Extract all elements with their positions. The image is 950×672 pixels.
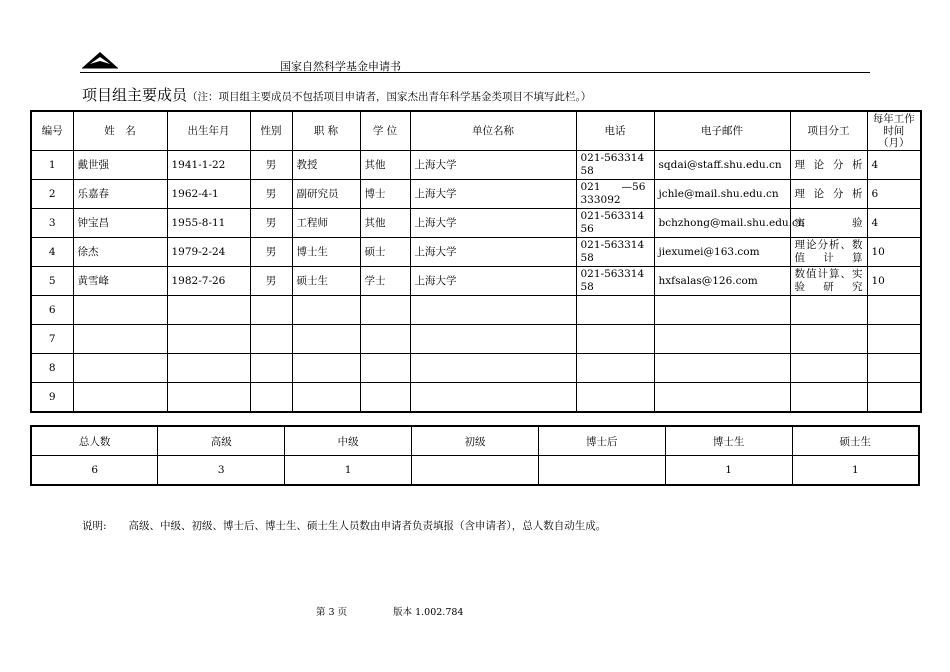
header-degree: 学 位 — [360, 111, 410, 151]
member-birth[interactable]: 1982-7-26 — [167, 267, 250, 296]
header-title: 国家自然科学基金申请书 — [280, 60, 401, 73]
member-role[interactable]: 数值计算、实验研究 — [790, 267, 867, 296]
member-birth[interactable]: 1962-4-1 — [167, 180, 250, 209]
section-title — [82, 84, 591, 105]
member-unit[interactable] — [410, 383, 576, 413]
header-no: 编号 — [31, 111, 73, 151]
header-unit: 单位名称 — [410, 111, 576, 151]
table-row — [31, 267, 921, 296]
members-table — [30, 110, 922, 413]
member-role[interactable] — [790, 354, 867, 383]
member-name[interactable]: 徐杰 — [73, 238, 167, 267]
summary-value-master[interactable]: 1 — [792, 456, 919, 486]
summary-header-postdoc: 博士后 — [538, 426, 665, 456]
member-birth[interactable]: 1979-2-24 — [167, 238, 250, 267]
member-name[interactable] — [73, 354, 167, 383]
page-number: 第 3 页 — [316, 607, 348, 618]
member-degree[interactable] — [360, 325, 410, 354]
member-email[interactable] — [654, 354, 790, 383]
member-no: 3 — [31, 209, 73, 238]
member-no: 1 — [31, 151, 73, 180]
member-degree[interactable]: 其他 — [360, 151, 410, 180]
member-name[interactable] — [73, 383, 167, 413]
summary-header-intermediate: 中级 — [285, 426, 412, 456]
member-phone[interactable]: 021-56331458 — [576, 267, 654, 296]
member-phone[interactable]: 021-56331456 — [576, 209, 654, 238]
member-phone[interactable]: 021-56331458 — [576, 151, 654, 180]
table-row — [31, 209, 921, 238]
member-title[interactable] — [292, 325, 360, 354]
member-unit[interactable] — [410, 296, 576, 325]
table-row — [31, 151, 921, 180]
member-phone[interactable]: 021-56331458 — [576, 238, 654, 267]
member-phone[interactable] — [576, 296, 654, 325]
member-no: 9 — [31, 383, 73, 413]
member-no: 7 — [31, 325, 73, 354]
header-email: 电子邮件 — [654, 111, 790, 151]
member-months[interactable]: 6 — [867, 180, 921, 209]
member-phone[interactable] — [576, 354, 654, 383]
member-months[interactable]: 10 — [867, 238, 921, 267]
member-months[interactable]: 4 — [867, 209, 921, 238]
member-role[interactable]: 实验 — [790, 209, 867, 238]
explanation-text: 高级、中级、初级、博士后、博士生、硕士生人员数由申请者负责填报（含申请者），总人数自动生成。 — [128, 520, 607, 532]
member-title[interactable]: 教授 — [292, 151, 360, 180]
members-header-row — [31, 111, 921, 151]
header-role: 项目分工 — [790, 111, 867, 151]
member-gender[interactable]: 男 — [250, 238, 292, 267]
summary-header-junior: 初级 — [412, 426, 539, 456]
header-months: 每年工作时间（月） — [867, 111, 921, 151]
summary-value-row — [31, 456, 919, 486]
member-gender[interactable] — [250, 296, 292, 325]
member-name[interactable]: 戴世强 — [73, 151, 167, 180]
member-birth[interactable]: 1941-1-22 — [167, 151, 250, 180]
member-months[interactable] — [867, 325, 921, 354]
summary-header-row — [31, 426, 919, 456]
member-birth[interactable]: 1955-8-11 — [167, 209, 250, 238]
header-name: 姓 名 — [73, 111, 167, 151]
summary-header-senior: 高级 — [158, 426, 285, 456]
section-title-text: 项目组主要成员 — [82, 86, 188, 104]
member-title[interactable]: 工程师 — [292, 209, 360, 238]
version-label: 版本 1.002.784 — [393, 607, 464, 618]
member-unit[interactable]: 上海大学 — [410, 238, 576, 267]
summary-header-master: 硕士生 — [792, 426, 919, 456]
member-phone[interactable] — [576, 383, 654, 413]
member-role[interactable] — [790, 325, 867, 354]
member-degree[interactable]: 博士 — [360, 180, 410, 209]
member-email[interactable]: hxfsalas@126.com — [654, 267, 790, 296]
summary-value-junior[interactable] — [412, 456, 539, 486]
member-name[interactable]: 钟宝昌 — [73, 209, 167, 238]
member-gender[interactable]: 男 — [250, 180, 292, 209]
member-phone[interactable]: 021 —56333092 — [576, 180, 654, 209]
summary-table — [30, 425, 920, 486]
member-title[interactable] — [292, 383, 360, 413]
member-title[interactable]: 硕士生 — [292, 267, 360, 296]
table-row — [31, 325, 921, 354]
explanation — [82, 518, 606, 533]
summary-value-postdoc[interactable] — [538, 456, 665, 486]
header-rule — [80, 72, 870, 73]
member-no: 6 — [31, 296, 73, 325]
member-months[interactable] — [867, 383, 921, 413]
member-gender[interactable]: 男 — [250, 151, 292, 180]
summary-value-total[interactable]: 6 — [31, 456, 158, 486]
explanation-label: 说明: — [82, 520, 107, 532]
member-degree[interactable] — [360, 354, 410, 383]
member-months[interactable]: 4 — [867, 151, 921, 180]
table-row — [31, 180, 921, 209]
member-no: 4 — [31, 238, 73, 267]
summary-header-total: 总人数 — [31, 426, 158, 456]
table-row — [31, 238, 921, 267]
member-title[interactable]: 博士生 — [292, 238, 360, 267]
member-unit[interactable]: 上海大学 — [410, 180, 576, 209]
member-no: 2 — [31, 180, 73, 209]
member-name[interactable]: 乐嘉春 — [73, 180, 167, 209]
nsfc-logo-icon — [80, 48, 120, 70]
member-phone[interactable] — [576, 325, 654, 354]
member-birth[interactable] — [167, 325, 250, 354]
member-name[interactable] — [73, 325, 167, 354]
member-no: 5 — [31, 267, 73, 296]
summary-value-intermediate[interactable]: 1 — [285, 456, 412, 486]
member-email[interactable] — [654, 383, 790, 413]
member-gender[interactable]: 男 — [250, 209, 292, 238]
member-role[interactable]: 理论分析 — [790, 180, 867, 209]
member-unit[interactable]: 上海大学 — [410, 151, 576, 180]
member-gender[interactable]: 男 — [250, 267, 292, 296]
member-name[interactable]: 黄雪峰 — [73, 267, 167, 296]
member-degree[interactable]: 学士 — [360, 267, 410, 296]
member-name[interactable] — [73, 296, 167, 325]
member-email[interactable]: bchzhong@mail.shu.edu.cn — [654, 209, 790, 238]
member-degree[interactable]: 硕士 — [360, 238, 410, 267]
member-degree[interactable]: 其他 — [360, 209, 410, 238]
table-row — [31, 383, 921, 413]
member-title[interactable]: 副研究员 — [292, 180, 360, 209]
member-birth[interactable] — [167, 354, 250, 383]
member-unit[interactable] — [410, 325, 576, 354]
member-no: 8 — [31, 354, 73, 383]
member-email[interactable]: jchle@mail.shu.edu.cn — [654, 180, 790, 209]
header-phone: 电话 — [576, 111, 654, 151]
table-row — [31, 354, 921, 383]
summary-header-phd: 博士生 — [665, 426, 792, 456]
member-months[interactable] — [867, 296, 921, 325]
header-title: 职 称 — [292, 111, 360, 151]
member-birth[interactable] — [167, 296, 250, 325]
table-row — [31, 296, 921, 325]
member-role[interactable] — [790, 383, 867, 413]
header-birth: 出生年月 — [167, 111, 250, 151]
summary-value-phd[interactable]: 1 — [665, 456, 792, 486]
section-note: （注：项目组主要成员不包括项目申请者，国家杰出青年科学基金类项目不填写此栏。） — [187, 91, 592, 103]
member-gender[interactable] — [250, 325, 292, 354]
member-months[interactable] — [867, 354, 921, 383]
member-email[interactable]: sqdai@staff.shu.edu.cn — [654, 151, 790, 180]
member-degree[interactable] — [360, 296, 410, 325]
member-unit[interactable]: 上海大学 — [410, 267, 576, 296]
member-gender[interactable] — [250, 383, 292, 413]
member-role[interactable]: 理论分析 — [790, 151, 867, 180]
member-role[interactable]: 理论分析、数值计算 — [790, 238, 867, 267]
member-unit[interactable] — [410, 354, 576, 383]
header-gender: 性别 — [250, 111, 292, 151]
member-gender[interactable] — [250, 354, 292, 383]
footer — [316, 604, 463, 618]
member-title[interactable] — [292, 296, 360, 325]
member-email[interactable] — [654, 296, 790, 325]
member-role[interactable] — [790, 296, 867, 325]
member-title[interactable] — [292, 354, 360, 383]
member-email[interactable] — [654, 325, 790, 354]
member-unit[interactable]: 上海大学 — [410, 209, 576, 238]
member-birth[interactable] — [167, 383, 250, 413]
summary-value-senior[interactable]: 3 — [158, 456, 285, 486]
member-email[interactable]: jiexumei@163.com — [654, 238, 790, 267]
member-degree[interactable] — [360, 383, 410, 413]
member-months[interactable]: 10 — [867, 267, 921, 296]
